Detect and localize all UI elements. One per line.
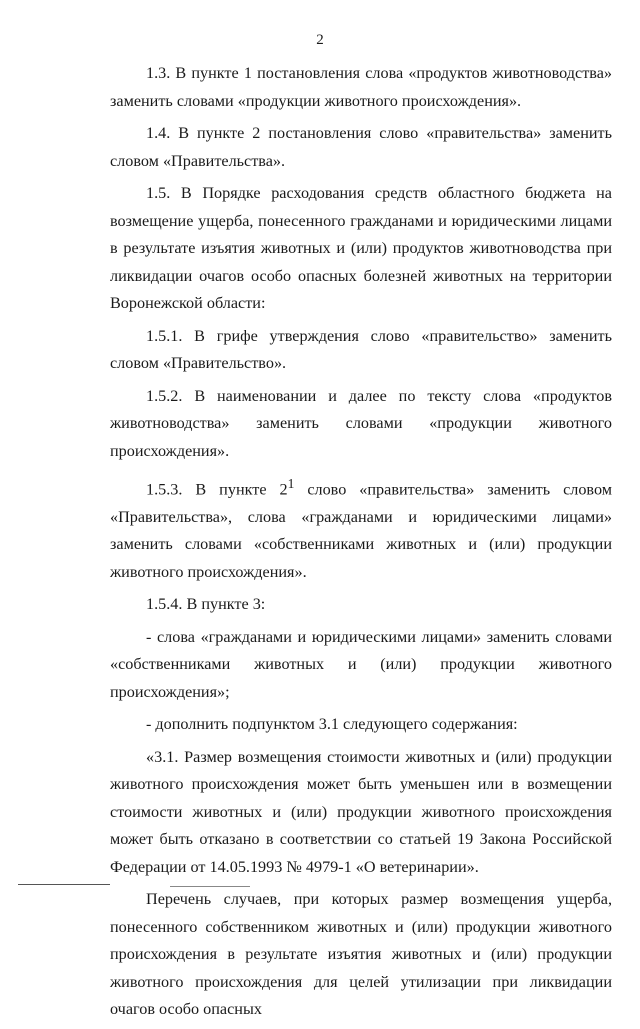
paragraph-1-5-3-superscript: 1: [287, 476, 295, 491]
paragraph-1-5-1: 1.5.1. В грифе утверждения слово «правительство» заменить словом «Правительство».: [110, 326, 612, 372]
paragraph-1-5-3-start: 1.5.3. В пункте 2: [146, 480, 288, 499]
document-body: [110, 60, 612, 1029]
paragraph-dash-2: - дополнить подпунктом 3.1 следующего содержания:: [146, 715, 518, 734]
page-number: 2: [316, 32, 324, 48]
paragraph-3-1: «3.1. Размер возмещения стоимости животных и (или) продукции животного происхождения может быть уменьшен или в возмещении стоимости животных и (или) продукции животного происхождения может быть отказано в соответствии со статьей 19 Закона Российской Федерации от 14.05.1993 № 4979-1 «О ветеринарии».: [110, 747, 612, 876]
paragraph-1-5-3: [110, 470, 612, 586]
paragraph-1-5-2: 1.5.2. В наименовании и далее по тексту слова «продуктов животноводства» заменить словами «продукции животного происхождения».: [110, 386, 612, 460]
paragraph-1-3: 1.3. В пункте 1 постановления слова «продуктов животноводства» заменить словами «продукции животного происхождения».: [110, 64, 612, 110]
paragraph-perechen: Перечень случаев, при которых размер возмещения ущерба, понесенного собственником животных и (или) продукции животного происхождения в результате изъятия животных и (или) продукции животного происхождения для целей утилизации при ликвидации очагов особо опасных: [110, 890, 612, 1019]
scan-artifact-line: [18, 884, 110, 885]
paragraph-1-5-3-rest: слово «правительства» заменить словом «Правительства», слова «гражданами и юридическими лицами» заменить словами «собственниками животных и (или) продукции животного происхождения».: [110, 480, 612, 581]
paragraph-1-5: 1.5. В Порядке расходования средств областного бюджета на возмещение ущерба, понесенного гражданами и юридическими лицами в результате изъятия животных и (или) продуктов животноводства при ликвидации очагов особо опасных болезней животных на территории Воронежской области:: [110, 184, 612, 312]
scan-artifact-line-2: [170, 886, 250, 887]
paragraph-1-5-4: 1.5.4. В пункте 3:: [146, 595, 266, 614]
paragraph-1-4: 1.4. В пункте 2 постановления слово «правительства» заменить словом «Правительства».: [110, 124, 612, 170]
paragraph-dash-1: - слова «гражданами и юридическими лицами» заменить словами «собственниками животных и (или) продукции животного происхождения»;: [110, 627, 612, 701]
